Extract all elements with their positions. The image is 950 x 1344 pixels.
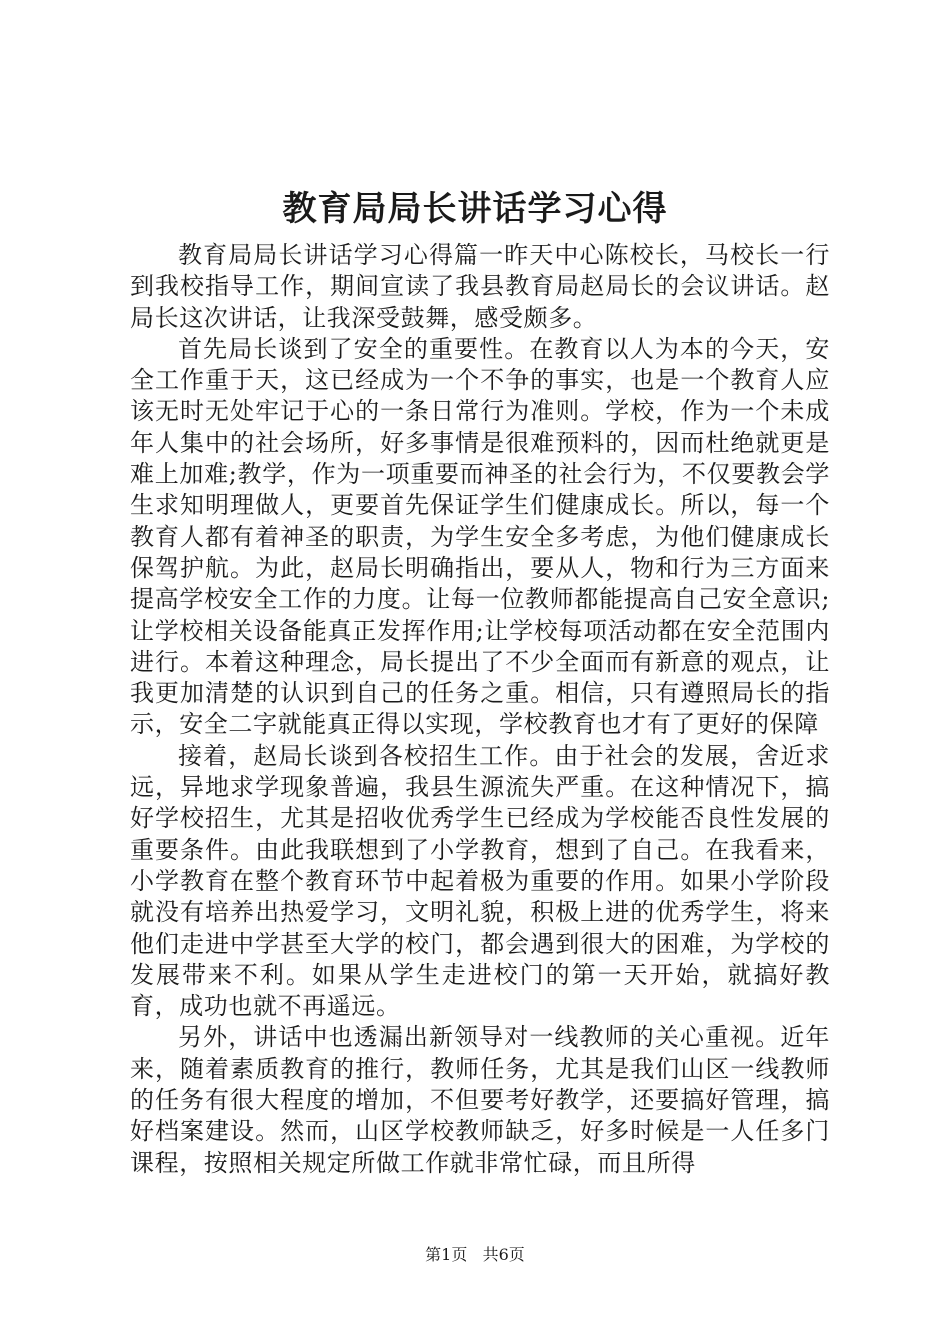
page-footer: [0, 1244, 950, 1266]
paragraph-3: 接着，赵局长谈到各校招生工作。由于社会的发展，舍近求远，异地求学现象普遍，我县生源流失严重。在这种情况下，搞好学校招生，尤其是招收优秀学生已经成为学校能否良性发展的重要条件。由此我联想到了小学教育，想到了自己。在我看来，小学教育在整个教育环节中起着极为重要的作用。如果小学阶段就没有培养出热爱学习，文明礼貌，积极上进的优秀学生，将来他们走进中学甚至大学的校门，都会遇到很大的困难，为学校的发展带来不利。如果从学生走进校门的第一天开始，就搞好教育，成功也就不再遥远。: [130, 741, 830, 1021]
document-title: 教育局局长讲话学习心得: [282, 189, 668, 229]
page-total: 共6页: [482, 1245, 525, 1264]
page-number: 第1页: [425, 1245, 468, 1264]
paragraph-4: 另外，讲话中也透漏出新领导对一线教师的关心重视。近年来，随着素质教育的推行，教师任务，尤其是我们山区一线教师的任务有很大程度的增加，不但要考好教学，还要搞好管理，搞好档案建设。然而，山区学校教师缺乏，好多时候是一人任多门课程，按照相关规定所做工作就非常忙碌，而且所得: [130, 1023, 830, 1177]
document-body: [130, 240, 830, 1179]
paragraph-2: 首先局长谈到了安全的重要性。在教育以人为本的今天，安全工作重于天，这已经成为一个不争的事实，也是一个教育人应该无时无处牢记于心的一条日常行为准则。学校，作为一个未成年人集中的社会场所，好多事情是很难预料的，因而杜绝就更是难上加难;教学，作为一项重要而神圣的社会行为，不仅要教会学生求知明理做人，更要首先保证学生们健康成长。所以，每一个教育人都有着神圣的职责，为学生安全多考虑，为他们健康成长保驾护航。为此，赵局长明确指出，要从人，物和行为三方面来提高学校安全工作的力度。让每一位教师都能提高自己安全意识;让学校相关设备能真正发挥作用;让学校每项活动都在安全范围内进行。本着这种理念，局长提出了不少全面而有新意的观点，让我更加清楚的认识到自己的任务之重。相信，只有遵照局长的指示，安全二字就能真正得以实现，学校教育也才有了更好的保障: [130, 334, 830, 739]
paragraph-1: 教育局局长讲话学习心得篇一昨天中心陈校长，马校长一行到我校指导工作，期间宣读了我县教育局赵局长的会议讲话。赵局长这次讲话，让我深受鼓舞，感受颇多。: [130, 241, 830, 332]
